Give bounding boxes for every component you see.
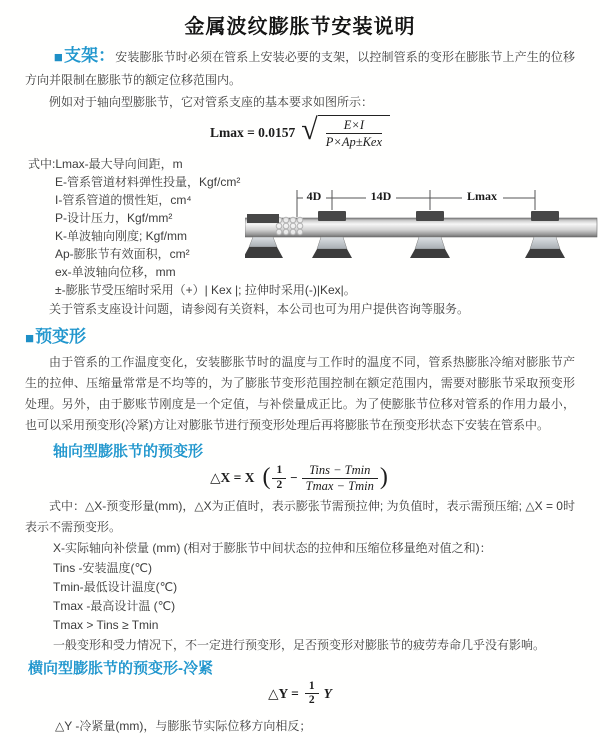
temperature-definition: Tins -安装温度(℃) [53,560,153,575]
support-spacing-diagram [245,185,600,280]
lmax-formula-denominator: P×Ap±Kex [325,135,383,150]
definition-line: 式中:Lmax-最大导向间距，m [28,156,183,171]
definition-line: P-设计压力，Kgf/mm² [55,210,173,225]
definition-line: K-单波轴向刚度; Kgf/mm [55,228,188,243]
lmax-formula-numerator: E×I [326,117,382,134]
half-numerator: 1 [305,680,319,695]
section-predeform-label: 预变形 [35,326,87,346]
half-denominator: 2 [308,694,315,707]
definition-line: ex-单波轴向位移，mm [55,264,176,279]
support-section-paragraph [25,45,575,91]
temperature-definition: Tmax -最高设计温 (℃) [53,598,176,613]
definitions-and-diagram [25,155,575,299]
page-title: 金属波纹膨胀节安装说明 [184,16,416,38]
radical-sign-icon: √ [301,113,318,146]
lateral-predeform-formula [25,680,575,709]
lateral-explanation-text: △Y -冷紧量(mm)，与膨胀节实际位移方向相反； [55,719,312,734]
sqrt-radical [301,115,390,151]
section-square-icon: ■ [25,329,35,347]
dx-formula-lhs: △X = X [210,470,255,485]
support-note-text: 关于管系支座设计问题，请参阅有关资料，本公司也可为用户提供咨询等服务。 [49,301,470,316]
section-square-icon: ■ [53,49,63,66]
open-paren: ( [262,463,271,490]
temp-denominator: Tmax − Tmin [305,478,374,493]
dimension-labels [303,188,503,203]
predeform-intro-text: 由于管系的工作温度变化，安装膨胀节时的温度与工作时的温度不同，管系热膨胀冷缩对膨胀节产生的拉伸、压缩量常常是不均等的，为了膨胀节变形范围控制在额定范围内，需要对膨胀节采取预变形处理。另外，由于膨账节刚度是一个定值，与补偿量成正比。为了使膨胀节位移对管系的作用力最小，也可以采用预变形(冷紧)方让对膨胀节进行预变形处理后再将膨胀节在预变形状态下安装在管系中。 [25,354,575,432]
axial-x-definition: X-实际轴向补偿量 (mm) (相对于膨胀节中间状态的拉伸和压缩位移量绝对值之和)： [53,540,492,555]
temperature-relation: Tmax > Tins ≥ Tmin [53,617,159,632]
dim-label-4d: 4D [306,188,322,203]
half-denominator: 2 [276,478,283,491]
axial-closing-note: 一般变形和受力情况下，不一定进行预变形，足否预变形对膨胀节的疲劳寿命几乎没有影响。 [53,637,546,652]
lmax-formula-lhs: Lmax = 0.0157 [209,124,296,140]
section-support-label: 支架： [63,46,116,65]
temp-numerator: Tins − Tmin [302,463,378,479]
support-intro-text: 安装膨胀节时必须在管系上安装必要的支架，以控制管系的变形在膨胀节上产生的位移方向并限制在膨胀节的额定位移范围内。 [25,50,576,87]
dim-label-lmax: Lmax [467,188,497,203]
dy-formula-lhs: △Y = [268,685,299,701]
support-example-text: 例如对于轴向型膨胀节，它对管系支座的基本要求如图所示： [49,95,374,109]
definition-line: Ap-膨胀节有效面积，cm² [55,246,190,261]
minus-sign: − [290,470,298,485]
close-paren: ) [379,463,388,490]
definition-line: E-管系管道材料弹性投量，Kgf/cm² [55,174,241,189]
definition-line: I-管系管道的惯性矩，cm⁴ [55,192,192,207]
temperature-definition: Tmin-最低设计温度(℃) [53,579,178,594]
one-half-fraction [305,680,319,709]
half-numerator: 1 [272,464,286,479]
dim-label-14d: 14D [370,188,392,203]
one-half-fraction [272,464,286,493]
lmax-formula [25,115,575,151]
definition-line: ±-膨胀节受压缩时采用（+）| Kex |; 拉伸时采用(-)|Kex|。 [55,282,356,297]
lmax-formula-fraction [318,115,390,151]
temperature-fraction [302,463,378,494]
axial-predeform-formula [25,463,575,494]
predeform-section-heading [25,325,575,350]
axial-predeform-heading: 轴向型膨胀节的预变形 [53,442,204,460]
lateral-predeform-heading: 横向型膨胀节的预变形-冷紧 [28,659,213,677]
axial-explanation-text: 式中：△X-预变形量(mm)，△X为正值时，表示膨张节需预拉伸; 为负值时，表示需预压缩; △X = 0时表示不需预变形。 [25,498,575,534]
dy-formula-rhs: Y [323,685,332,701]
